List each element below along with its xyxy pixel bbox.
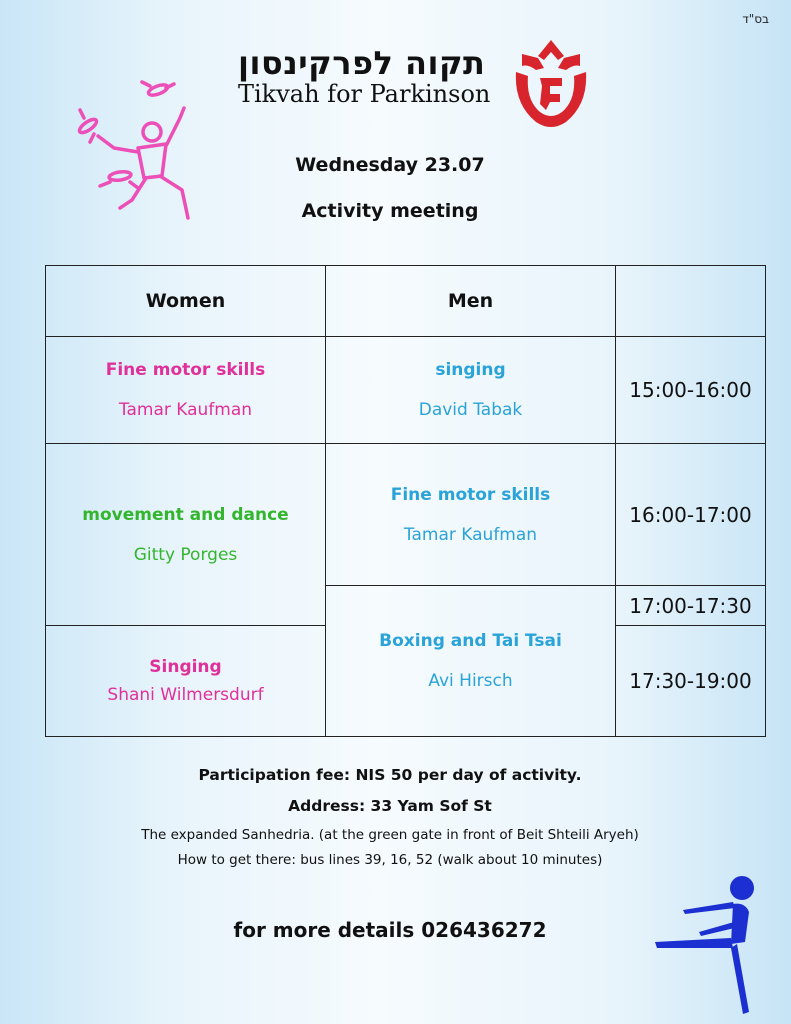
men-activity-1: singing xyxy=(435,360,506,380)
bsd-mark: בס"ד xyxy=(742,12,769,26)
men-activity-2: Fine motor skills xyxy=(390,484,551,505)
directions-text: How to get there: bus lines 39, 16, 52 (walk about 10 minutes) xyxy=(177,852,603,868)
activity-heading: Activity meeting xyxy=(301,200,479,222)
contact-text: for more details 026436272 xyxy=(233,918,547,942)
women-leader-2: Gitty Porges xyxy=(133,544,238,565)
women-leader-3: Shani Wilmersdurf xyxy=(107,685,264,705)
location-text: The expanded Sanhedria. (at the green gate in front of Beit Shteili Aryeh) xyxy=(141,827,639,843)
men-leader-1: David Tabak xyxy=(418,400,523,420)
women-leader-1: Tamar Kaufman xyxy=(118,400,253,420)
header-women: Women xyxy=(46,266,326,337)
logo-hebrew-text: תקוה לפרקינסון xyxy=(238,44,486,82)
women-activity-1: Fine motor skills xyxy=(105,360,266,380)
women-activity-2: movement and dance xyxy=(82,504,289,525)
address-text: Address: 33 Yam Sof St xyxy=(288,797,492,815)
men-leader-3: Avi Hirsch xyxy=(428,671,513,691)
men-slot-1 xyxy=(326,337,616,444)
logo-english-text: Tikvah for Parkinson xyxy=(238,80,491,108)
women-activity-3: Singing xyxy=(149,657,222,677)
date-heading: Wednesday 23.07 xyxy=(295,154,485,176)
time-slot-3: 17:00-17:30 xyxy=(616,586,766,626)
time-slot-2: 16:00-17:00 xyxy=(616,444,766,586)
men-leader-2: Tamar Kaufman xyxy=(403,524,538,545)
women-slot-3 xyxy=(46,626,326,737)
women-slot-1 xyxy=(46,337,326,444)
fee-text: Participation fee: NIS 50 per day of activity. xyxy=(198,766,582,784)
time-slot-1: 15:00-16:00 xyxy=(616,337,766,444)
time-slot-4: 17:30-19:00 xyxy=(616,626,766,737)
header-time xyxy=(616,266,766,337)
logo-mark-icon xyxy=(510,38,592,130)
schedule-table xyxy=(45,265,766,737)
header-men: Men xyxy=(326,266,616,337)
kicking-person-icon xyxy=(645,872,775,1020)
women-slot-2 xyxy=(46,444,326,626)
men-activity-3: Boxing and Tai Tsai xyxy=(379,631,562,651)
men-slot-3 xyxy=(326,586,616,737)
men-slot-2 xyxy=(326,444,616,586)
